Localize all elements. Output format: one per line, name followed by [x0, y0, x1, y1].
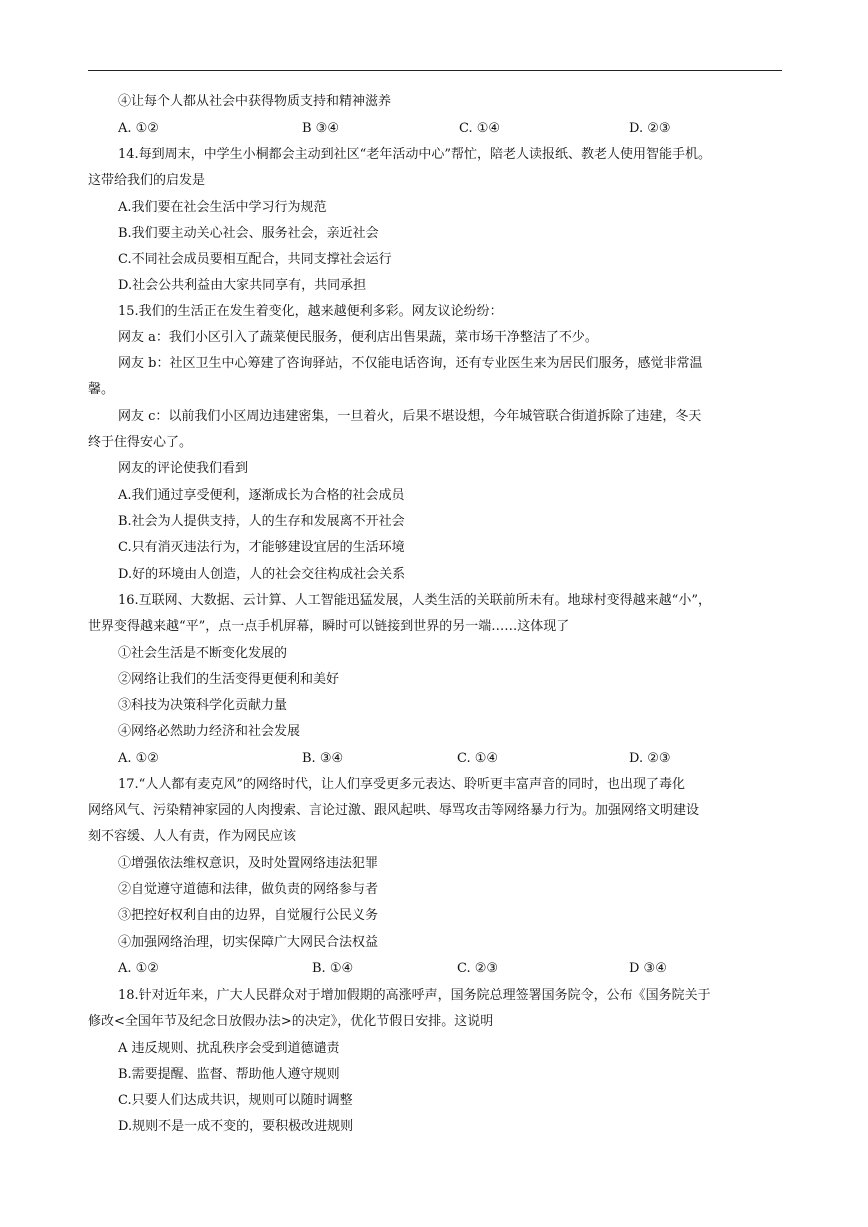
- q16-option-b: B. ③④: [302, 751, 344, 766]
- q14-option-d: D.社会公共利益由大家共同享有，共同承担: [118, 278, 367, 293]
- q16-item-4: ④网络必然助力经济和社会发展: [118, 724, 301, 739]
- q15-comment-b-line1: 网友 b：社区卫生中心筹建了咨询驿站，不仅能电话咨询，还有专业医生来为居民们服务，感觉非常温: [118, 356, 703, 371]
- q17-stem-line1: 17.“人人都有麦克风”的网络时代，让人们享受更多元表达、聆听更丰富声音的同时，也出现了毒化: [118, 777, 685, 792]
- q15-comment-c-line2: 终于住得安心了。: [88, 435, 193, 450]
- q14-option-c: C.不同社会成员要相互配合，共同支撑社会运行: [118, 252, 392, 267]
- q18-option-a: A 违反规则、扰乱秩序会受到道德谴责: [118, 1041, 340, 1056]
- q16-stem-line2: 世界变得越来越“平”，点一点手机屏幕，瞬时可以链接到世界的另一端……这体现了: [88, 619, 570, 634]
- header-rule: [88, 70, 782, 71]
- q14-stem-line2: 这带给我们的启发是: [88, 173, 206, 188]
- q18-stem-line1: 18.针对近年来，广大人民群众对于增加假期的高涨呼声，国务院总理签署国务院令，公布《国务院关于: [118, 988, 711, 1003]
- q14-option-b: B.我们要主动关心社会、服务社会，亲近社会: [118, 226, 379, 241]
- q15-comment-b-line2: 馨。: [88, 382, 115, 397]
- q17-stem-line3: 刻不容缓、人人有责，作为网民应该: [88, 829, 297, 844]
- q15-comment-a: 网友 a：我们小区引入了蔬菜便民服务，便利店出售果蔬，菜市场干净整洁了不少。: [118, 330, 598, 345]
- q18-stem-line2: 修改<全国年节及纪念日放假办法>的决定》，优化节假日安排。这说明: [88, 1014, 494, 1029]
- q16-item-2: ②网络让我们的生活变得更便利和美好: [118, 672, 340, 687]
- q16-option-d: D. ②③: [629, 751, 671, 766]
- q15-option-d: D.好的环境由人创造，人的社会交往构成社会关系: [118, 567, 406, 582]
- q13-option-b: B ③④: [302, 121, 339, 136]
- q15-option-b: B.社会为人提供支持，人的生存和发展离不开社会: [118, 514, 405, 529]
- q14-stem-line1: 14.每到周末，中学生小桐都会主动到社区“老年活动中心”帮忙，陪老人读报纸、教老人使用智能手机。: [118, 147, 711, 162]
- q13-item-4: ④让每个人都从社会中获得物质支持和精神滋养: [118, 94, 392, 109]
- q13-option-c: C. ①④: [459, 121, 501, 136]
- q18-option-c: C.只要人们达成共识，规则可以随时调整: [118, 1093, 353, 1108]
- q17-stem-line2: 网络风气、污染精神家园的人肉搜索、言论过激、跟风起哄、辱骂攻击等网络暴力行为。加强网络文明建设: [88, 803, 700, 818]
- q13-option-a: A. ①②: [118, 121, 159, 136]
- q17-item-2: ②自觉遵守道德和法律，做负责的网络参与者: [118, 882, 379, 897]
- q14-option-a: A.我们要在社会生活中学习行为规范: [118, 200, 327, 215]
- q15-prompt: 网友的评论使我们看到: [118, 461, 249, 476]
- q17-option-a: A. ①②: [118, 961, 159, 976]
- q17-option-d: D ③④: [629, 961, 667, 976]
- q16-item-1: ①社会生活是不断变化发展的: [118, 646, 288, 661]
- q16-option-c: C. ①④: [457, 751, 499, 766]
- q18-option-b: B.需要提醒、监督、帮助他人遵守规则: [118, 1067, 340, 1082]
- q17-item-1: ①增强依法维权意识，及时处置网络违法犯罪: [118, 856, 379, 871]
- q16-item-3: ③科技为决策科学化贡献力量: [118, 698, 288, 713]
- q17-option-c: C. ②③: [457, 961, 499, 976]
- q17-item-4: ④加强网络治理，切实保障广大网民合法权益: [118, 935, 379, 950]
- q16-stem-line1: 16.互联网、大数据、云计算、人工智能迅猛发展，人类生活的关联前所未有。地球村变得越来越“小”，: [118, 593, 711, 608]
- q15-option-c: C.只有消灭违法行为，才能够建设宜居的生活环境: [118, 540, 405, 555]
- q16-option-a: A. ①②: [118, 751, 159, 766]
- q13-option-d: D. ②③: [629, 121, 671, 136]
- q15-option-a: A.我们通过享受便利，逐渐成长为合格的社会成员: [118, 488, 405, 503]
- q18-option-d: D.规则不是一成不变的，要积极改进规则: [118, 1119, 354, 1134]
- q15-comment-c-line1: 网友 c：以前我们小区周边违建密集，一旦着火，后果不堪设想，今年城管联合街道拆除了违建，冬天: [118, 409, 702, 424]
- q17-option-b: B. ①④: [312, 961, 354, 976]
- q17-item-3: ③把控好权利自由的边界，自觉履行公民义务: [118, 908, 379, 923]
- q15-stem: 15.我们的生活正在发生着变化，越来越便利多彩。网友议论纷纷：: [118, 304, 503, 319]
